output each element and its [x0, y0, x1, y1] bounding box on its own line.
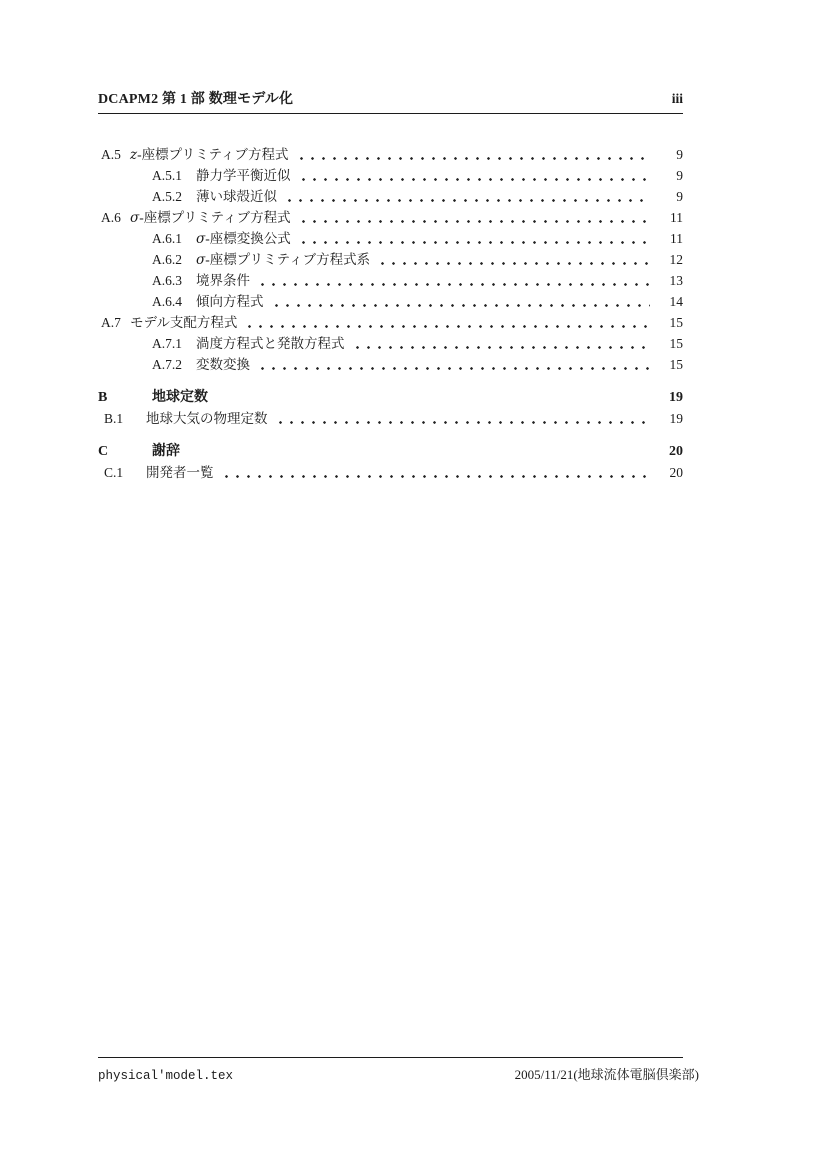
toc-title-text: -座標プリミティブ方程式系	[205, 252, 371, 267]
toc-entry	[98, 386, 683, 408]
toc-entry-number: A.5.2	[152, 189, 182, 204]
toc-entry-number: A.5	[101, 147, 121, 162]
toc-title-italic-symbol: σ	[196, 231, 206, 247]
toc-entry	[98, 186, 683, 207]
toc-dot-leader	[352, 345, 651, 350]
toc-dot-leader	[187, 453, 650, 458]
toc-entry-title	[146, 462, 214, 484]
toc-dot-leader	[298, 219, 650, 224]
toc-title-text: 傾向方程式	[196, 294, 264, 309]
toc-title-text: -座標プリミティブ方程式	[137, 147, 289, 162]
toc-entry-number: B	[98, 390, 108, 405]
page-footer	[98, 1057, 699, 1083]
toc-entry-number: A.6.1	[152, 231, 182, 246]
toc-entry-title	[130, 207, 291, 229]
toc-entry-number: A.5.1	[152, 168, 182, 183]
toc-entry-title	[130, 144, 289, 166]
toc-dot-leader	[257, 282, 650, 287]
toc-entry-title	[196, 165, 291, 187]
toc-entry-title	[146, 408, 268, 430]
toc-dot-leader	[284, 198, 650, 203]
toc-title-text: 静力学平衡近似	[196, 168, 291, 183]
toc-entry	[98, 165, 683, 186]
toc-title-italic-symbol: z	[130, 147, 138, 163]
toc-dot-leader	[298, 240, 650, 245]
toc-title-text: モデル支配方程式	[130, 315, 238, 330]
toc-entry-page-number: 11	[670, 231, 683, 246]
toc-entry	[98, 408, 683, 429]
toc-entry-page-number: 19	[669, 390, 683, 405]
toc-entry-number: A.6	[101, 210, 121, 225]
toc-title-text: -座標変換公式	[205, 231, 291, 246]
toc-entry-number: A.7	[101, 315, 121, 330]
toc-dot-leader	[296, 156, 650, 161]
toc-entry-number: A.6.2	[152, 252, 182, 267]
toc-dot-leader	[221, 474, 651, 479]
toc-entry	[98, 207, 683, 228]
toc-entry-page-number: 13	[669, 273, 683, 288]
header-title: DCAPM2 第 1 部 数理モデル化	[98, 92, 294, 107]
toc-dot-leader	[275, 420, 651, 425]
toc-entry	[98, 333, 683, 354]
toc-entry	[98, 228, 683, 249]
toc-entry	[98, 270, 683, 291]
toc-title-text: 渦度方程式と発散方程式	[196, 336, 345, 351]
footer-date-credit: 2005/11/21(地球流体電脳倶楽部)	[514, 1067, 699, 1082]
toc-title-text: 境界条件	[196, 273, 250, 288]
toc-entry	[98, 144, 683, 165]
toc-title-italic-symbol: σ	[130, 210, 140, 226]
toc-entry-page-number: 9	[676, 147, 683, 162]
toc-entry-page-number: 20	[669, 444, 683, 459]
toc-dot-leader	[377, 261, 650, 266]
toc-title-text: 薄い球殻近似	[196, 189, 277, 204]
toc-entry-title	[196, 249, 370, 271]
toc-entry-title	[130, 312, 237, 334]
toc-entry-title	[196, 270, 250, 292]
table-of-contents	[98, 144, 683, 483]
toc-entry-number: C	[98, 444, 109, 459]
toc-entry-page-number: 9	[676, 168, 683, 183]
toc-title-text: 謝辞	[152, 444, 180, 459]
toc-entry	[98, 440, 683, 462]
toc-entry-title	[196, 186, 277, 208]
toc-dot-leader	[215, 399, 650, 404]
toc-entry-page-number: 19	[669, 411, 683, 426]
toc-dot-leader	[298, 177, 651, 182]
toc-dot-leader	[257, 366, 650, 371]
toc-entry-title	[196, 354, 250, 376]
toc-entry-page-number: 20	[669, 465, 683, 480]
header-page-number: iii	[671, 91, 683, 106]
toc-entry-number: C.1	[104, 465, 124, 480]
toc-entry-title	[196, 291, 264, 313]
toc-entry-title	[152, 440, 180, 463]
toc-entry	[98, 354, 683, 375]
toc-title-italic-symbol: σ	[196, 252, 206, 268]
toc-title-text: 開発者一覧	[146, 465, 214, 480]
toc-title-text: 変数変換	[196, 357, 250, 372]
toc-dot-leader	[271, 303, 651, 308]
toc-entry	[98, 312, 683, 333]
toc-entry	[98, 462, 683, 483]
toc-dot-leader	[244, 324, 650, 329]
toc-entry-page-number: 12	[669, 252, 683, 267]
toc-entry-title	[152, 386, 208, 409]
toc-entry-title	[196, 333, 345, 355]
toc-title-text: -座標プリミティブ方程式	[139, 210, 291, 225]
toc-entry	[98, 291, 683, 312]
toc-title-text: 地球大気の物理定数	[146, 411, 268, 426]
footer-filename: physical'model.tex	[98, 1069, 234, 1083]
toc-entry-page-number: 15	[669, 315, 683, 330]
toc-entry-page-number: 15	[669, 357, 683, 372]
toc-entry-number: A.6.3	[152, 273, 182, 288]
toc-entry-page-number: 11	[670, 210, 683, 225]
toc-entry-page-number: 15	[669, 336, 683, 351]
toc-entry-number: A.6.4	[152, 294, 182, 309]
toc-entry-number: A.7.2	[152, 357, 182, 372]
toc-entry-title	[196, 228, 291, 250]
toc-entry-page-number: 14	[669, 294, 683, 309]
toc-title-text: 地球定数	[152, 390, 208, 405]
toc-entry	[98, 249, 683, 270]
toc-entry-number: B.1	[104, 411, 124, 426]
toc-entry-page-number: 9	[676, 189, 683, 204]
page-header	[98, 91, 683, 114]
toc-entry-number: A.7.1	[152, 336, 182, 351]
